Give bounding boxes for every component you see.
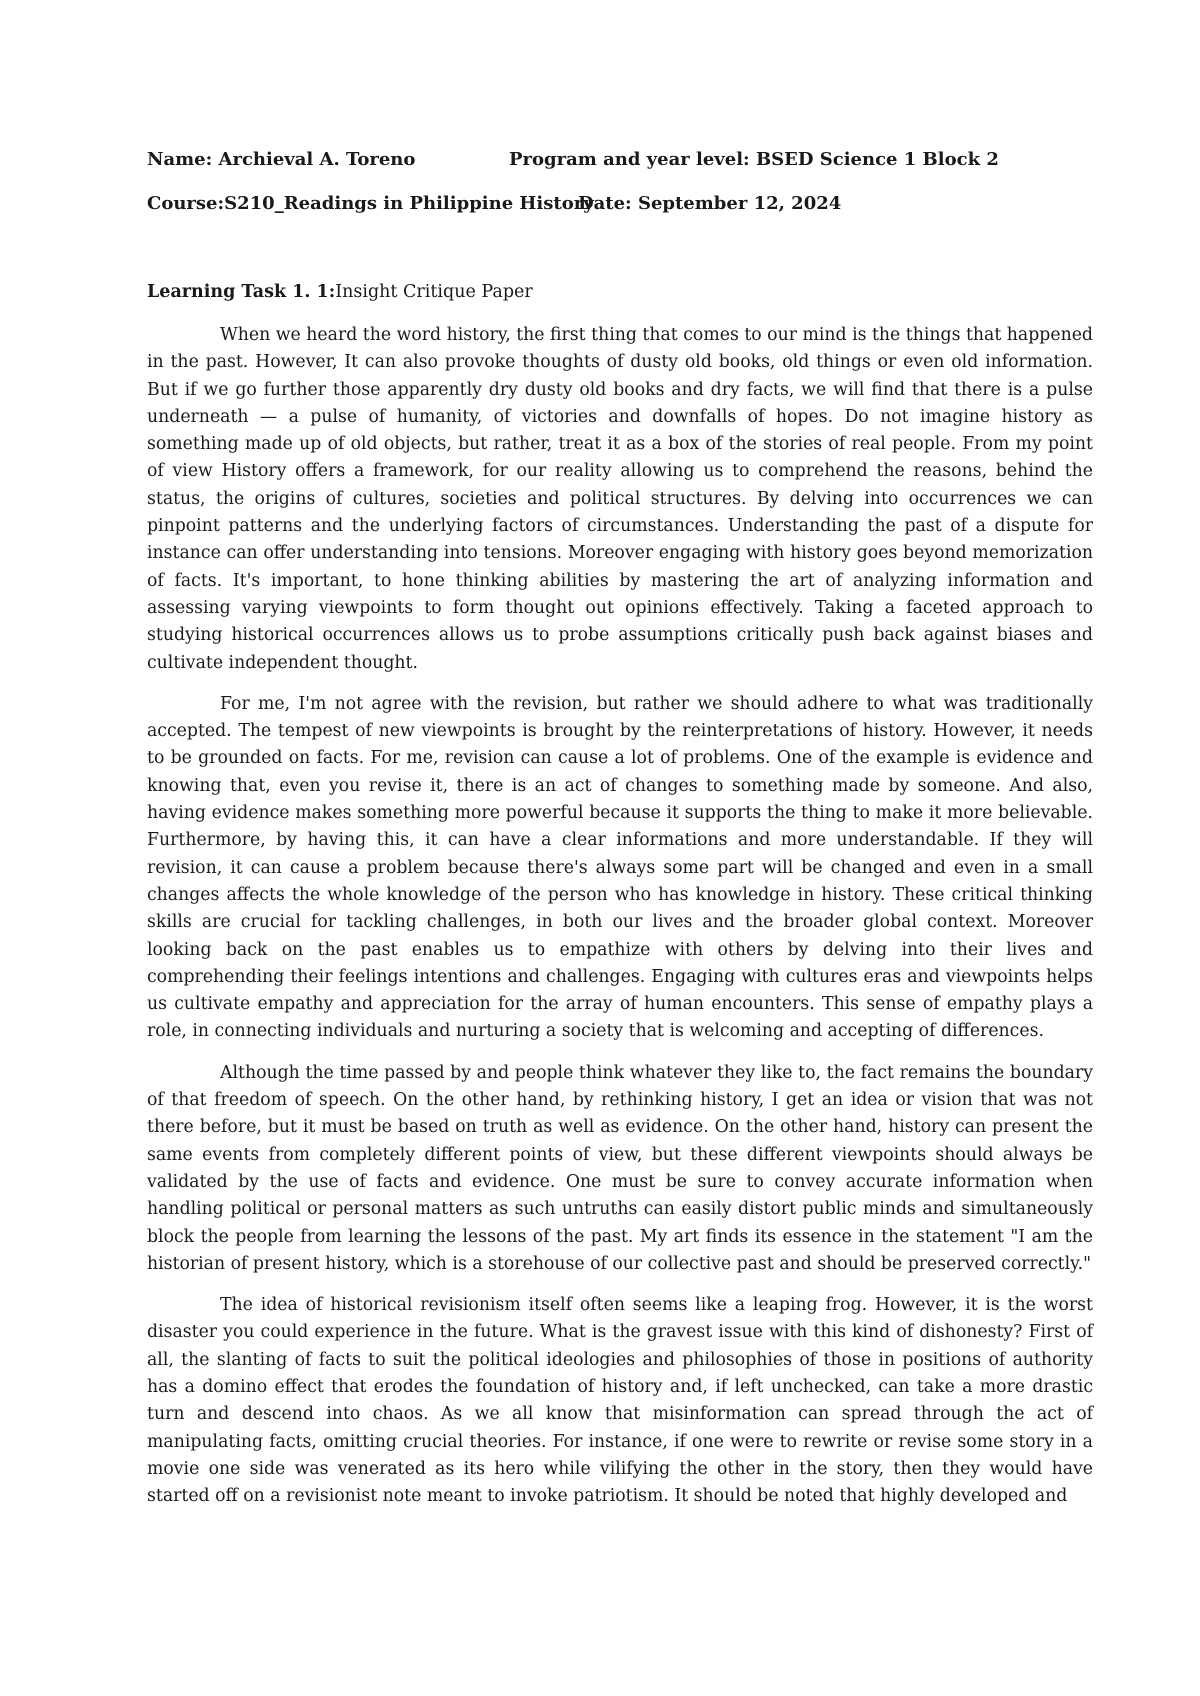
paragraph-4: The idea of historical revisionism itself often seems like a leaping frog. However, it is the worst disaster you could experience in the future. What is the gravest issue with this kind of dishonesty? First of all, the slanting of facts to suit the political ideologies and philosophies of those in positions of authority has a domino effect that erodes the foundation of history and, if left unchecked, can take a more drastic turn and descend into chaos. As we all know that misinformation can spread through the act of manipulating facts, omitting crucial theories. For instance, if one were to rewrite or revise some story in a movie one side was venerated as its hero while vilifying the other in the story, then they would have started off on a revisionist note meant to invoke patriotism. It should be noted that highly developed and <box>147 1295 1093 1507</box>
course-title: Course:S210_Readings in Philippine History <box>147 193 594 214</box>
program-year-level: Program and year level: BSED Science 1 Block 2 <box>509 149 999 170</box>
header-row-course-date <box>147 192 1077 216</box>
paragraph-3: Although the time passed by and people think whatever they like to, the fact remains the boundary of that freedom of speech. On the other hand, by rethinking history, I get an idea or vision that was not there before, but it must be based on truth as well as evidence. On the other hand, history can present the same events from completely different points of view, but these different viewpoints should always be validated by the use of facts and evidence. One must be sure to convey accurate information when handling political or personal matters as such untruths can easily distort public minds and simultaneously block the people from learning the lessons of the past. My art finds its essence in the statement "I am the historian of present history, which is a storehouse of our collective past and should be preserved correctly." <box>147 1062 1093 1274</box>
student-name: Name: Archieval A. Toreno <box>147 149 416 170</box>
task-title: Insight Critique Paper <box>335 282 533 302</box>
essay-body <box>147 322 1093 1524</box>
header-row-name-program <box>147 148 1077 172</box>
paragraph-1: When we heard the word history, the first thing that comes to our mind is the things that happened in the past. However, It can also provoke thoughts of dusty old books, old things or even old information. But if we go further those apparently dry dusty old books and dry facts, we will find that there is a pulse underneath — a pulse of humanity, of victories and downfalls of hopes. Do not imagine history as something made up of old objects, but rather, treat it as a box of the stories of real people. From my point of view History offers a framework, for our reality allowing us to comprehend the reasons, behind the status, the origins of cultures, societies and political structures. By delving into occurrences we can pinpoint patterns and the underlying factors of circumstances. Understanding the past of a dispute for instance can offer understanding into tensions. Moreover engaging with history goes beyond memorization of facts. It's important, to hone thinking abilities by mastering the art of analyzing information and assessing varying viewpoints to form thought out opinions effectively. Taking a faceted approach to studying historical occurrences allows us to probe assumptions critically push back against biases and cultivate independent thought. <box>147 325 1093 673</box>
task-heading <box>147 280 533 304</box>
paragraph-2: For me, I'm not agree with the revision, but rather we should adhere to what was traditionally accepted. The tempest of new viewpoints is brought by the reinterpretations of history. However, it needs to be grounded on facts. For me, revision can cause a lot of problems. One of the example is evidence and knowing that, even you revise it, there is an act of changes to something made by someone. And also, having evidence makes something more powerful because it supports the thing to make it more believable. Furthermore, by having this, it can have a clear informations and more understandable. If they will revision, it can cause a problem because there's always some part will be changed and even in a small changes affects the whole knowledge of the person who has knowledge in history. These critical thinking skills are crucial for tackling challenges, in both our lives and the broader global context. Moreover looking back on the past enables us to empathize with others by delving into their lives and comprehending their feelings intentions and challenges. Engaging with cultures eras and viewpoints helps us cultivate empathy and appreciation for the array of human encounters. This sense of empathy plays a role, in connecting individuals and nurturing a society that is welcoming and accepting of differences. <box>147 693 1093 1042</box>
submission-date: Date: September 12, 2024 <box>578 193 842 214</box>
task-label: Learning Task 1. 1: <box>147 282 336 302</box>
